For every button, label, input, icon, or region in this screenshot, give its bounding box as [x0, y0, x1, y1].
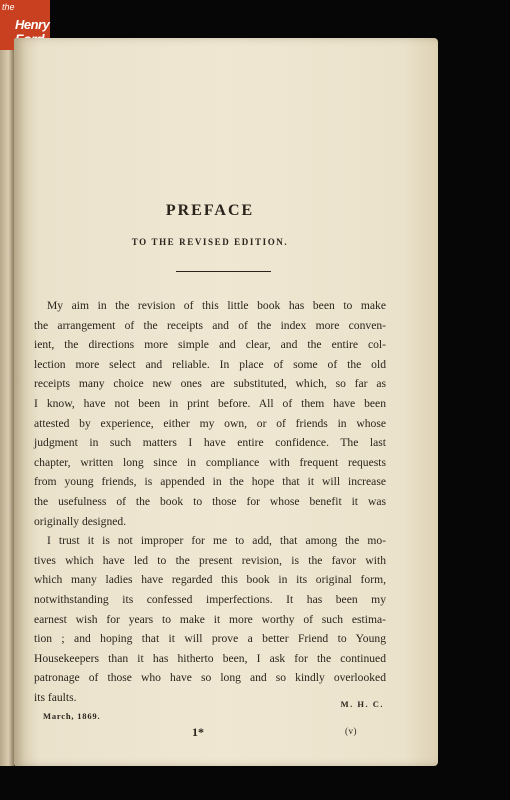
text-line: My aim in the revision of this little book has been to make — [47, 299, 386, 312]
logo-henry: Henry — [15, 17, 50, 32]
left-page-edge — [0, 50, 14, 766]
preface-body — [34, 296, 386, 707]
text-line: I know, have not been in print before. All of them have been — [34, 396, 386, 410]
book-page — [14, 38, 438, 766]
signature-mark: 1* — [192, 725, 204, 739]
text-line: receipts many choice new ones are substituted, which, so far as — [34, 377, 386, 391]
text-line: tives which have led to the present revision, is the favor with — [34, 553, 386, 567]
text-line: its faults. — [34, 690, 77, 704]
text-line: tion ; and hoping that it will prove a better Friend to Young — [34, 632, 386, 646]
page-title: PREFACE — [165, 202, 255, 219]
text-line: ient, the directions more simple and clear, and the entire col- — [34, 338, 386, 352]
page-number: (v) — [345, 726, 357, 736]
text-line: I trust it is not improper for me to add, that among the mo- — [47, 534, 386, 548]
preface-date: March, 1869. — [43, 711, 101, 721]
text-line: originally designed. — [34, 514, 127, 528]
text-line: attested by experience, either my own, or of friends in whose — [34, 416, 386, 430]
text-line: earnest wish for years to make it more worthy of such estima- — [34, 612, 386, 626]
text-line: from young friends, is appended in the hope that it will increase — [34, 475, 386, 489]
text-line: lection more select and reliable. In place of some of the old — [34, 357, 386, 371]
logo-the: the — [2, 2, 15, 12]
signature-initials: M. H. C. — [340, 699, 384, 709]
text-line: judgment in such matters I have entire confidence. The last — [34, 436, 386, 450]
text-line: Housekeepers than it has hitherto been, I ask for the continued — [34, 651, 386, 665]
page-subtitle: TO THE REVISED EDITION. — [131, 237, 289, 247]
text-line: which many ladies have regarded this book in its original form, — [34, 573, 386, 587]
title-rule — [176, 271, 271, 272]
text-line: the arrangement of the receipts and of the index more conven- — [34, 318, 386, 332]
text-line: chapter, written long since in compliance with frequent requests — [34, 455, 386, 469]
text-line: the usefulness of the book to those for whose benefit it was — [34, 494, 386, 508]
text-line: notwithstanding its confessed imperfections. It has been my — [34, 592, 386, 606]
text-line: patronage of those who have so long and so kindly overlooked — [34, 671, 386, 685]
